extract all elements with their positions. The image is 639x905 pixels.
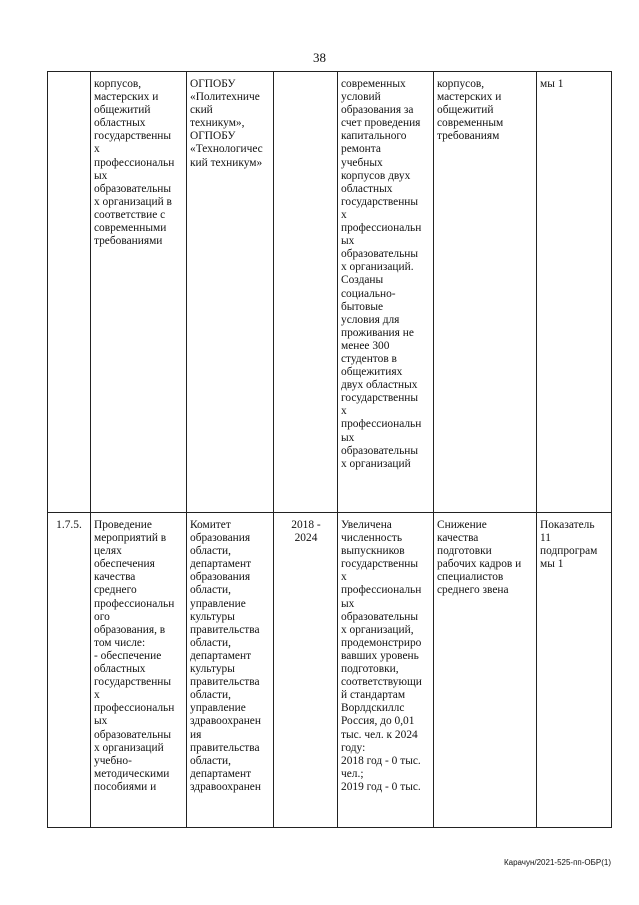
cell-text-line: Увеличена [341, 519, 392, 531]
cell-text-line: х [341, 571, 347, 584]
cell-text-line: х организаций [341, 457, 411, 470]
cell-text-line: соответствующи [341, 676, 422, 689]
cell-text-line: современных [341, 78, 406, 90]
cell-text-line: управление [190, 597, 246, 610]
cell-indicator [537, 72, 612, 513]
cell-text-line: общежитий [94, 104, 151, 117]
cell-text-line: ых [341, 235, 355, 248]
table-row [48, 513, 612, 828]
cell-text-line: областных [94, 117, 146, 130]
cell-text-line: условий [341, 91, 381, 104]
cell-text-line: специалистов [437, 571, 504, 584]
cell-text-line: мы 1 [540, 78, 564, 90]
cell-text-line: х [94, 143, 100, 156]
cell-text-line: правительства [190, 676, 260, 689]
cell-text-line: профессиональн [341, 418, 422, 431]
cell-text-line: Россия, до 0,01 [341, 715, 415, 728]
cell-text-line: техникум», [190, 117, 245, 130]
cell-item-number [48, 72, 91, 513]
cell-text-line: мероприятий в [94, 532, 167, 545]
cell-text-line: чел.; [341, 767, 364, 780]
cell-text-line: культуры [190, 663, 235, 676]
cell-text-line: профессиональн [341, 584, 422, 597]
cell-expected-result [338, 72, 434, 513]
cell-text-line: подготовки [437, 545, 492, 558]
cell-text-line: ия [190, 728, 202, 741]
cell-text-line: х организаций, [341, 623, 414, 636]
cell-text-line: образовательны [94, 728, 172, 741]
cell-text-line: департамент [190, 649, 252, 662]
cell-text-line: ОГПОБУ [190, 78, 236, 90]
cell-text-line: обеспечения [94, 558, 155, 571]
cell-text-line: продемонстриро [341, 636, 422, 649]
cell-text-line: методическими [94, 767, 170, 780]
cell-item-number [48, 513, 91, 828]
cell-text-line: профессиональн [94, 156, 175, 169]
cell-expected-result [338, 513, 434, 828]
cell-text-line: учебных [341, 156, 383, 169]
cell-text-line: кий техникум» [190, 156, 263, 169]
cell-text-line: ский [190, 104, 213, 117]
cell-measure-name [91, 513, 187, 828]
cell-period [274, 72, 338, 513]
cell-text-line: мы 1 [540, 558, 564, 571]
cell-text-line: Ворлдскиллс [341, 702, 405, 715]
cell-text-line: корпусов двух [341, 169, 411, 182]
cell-text-line: здравоохранен [190, 780, 261, 793]
cell-text-line: подготовки, [341, 663, 399, 676]
cell-text-line: требованиям [437, 130, 500, 143]
cell-text-line: ых [94, 715, 108, 728]
cell-text-line: Показатель [540, 519, 595, 531]
cell-text-line: х [341, 405, 347, 418]
cell-text-line: области, [190, 545, 231, 558]
cell-text-line: образовательны [341, 610, 419, 623]
cell-text-line: Снижение [437, 519, 487, 531]
cell-text-line: ых [94, 169, 108, 182]
cell-indicator [537, 513, 612, 828]
cell-text-line: ых [341, 597, 355, 610]
cell-text-line: мастерских и [94, 91, 159, 104]
cell-text-line: среднего [94, 584, 137, 597]
cell-text-line: области, [190, 689, 231, 702]
cell-text-line: государственны [341, 558, 419, 571]
cell-text-line: общежитиях [341, 366, 403, 379]
cell-text-line: профессиональн [341, 222, 422, 235]
cell-text-line: учебно- [94, 754, 132, 767]
cell-text-line: образования за [341, 104, 414, 117]
cell-text-line: капитального [341, 130, 407, 143]
cell-text-line: условия для [341, 313, 400, 326]
cell-text-line: рабочих кадров и [437, 558, 522, 571]
cell-text-line: управление [190, 702, 246, 715]
cell-text-line: департамент [190, 558, 252, 571]
cell-text-line: ОГПОБУ [190, 130, 236, 143]
cell-text-line: образовательны [341, 248, 419, 261]
cell-text-line: государственны [341, 392, 419, 405]
cell-text-line: департамент [190, 767, 252, 780]
cell-text-line: 11 [540, 532, 551, 545]
cell-text-line: требованиями [94, 235, 163, 248]
cell-text-line: области, [190, 584, 231, 597]
cell-text-line: качества [94, 571, 136, 584]
cell-text-line: бытовые [341, 300, 384, 313]
cell-measure-name [91, 72, 187, 513]
cell-text-line: государственны [94, 130, 172, 143]
document-code: Карачун/2021-525-пп-ОБР(1) [503, 858, 611, 867]
cell-text-line: областных [341, 182, 393, 195]
cell-text-line: пособиями и [94, 780, 157, 793]
cell-text-line: «Технологичес [190, 143, 263, 156]
cell-text-line: Созданы [341, 274, 384, 287]
cell-text-line: правительства [190, 623, 260, 636]
cell-text-line: тыс. чел. к 2024 [341, 728, 418, 741]
cell-text-line: областных [94, 663, 146, 676]
cell-text-line: й стандартам [341, 689, 406, 702]
cell-text-line: х [94, 689, 100, 702]
cell-text-line: соответствие с [94, 208, 166, 221]
cell-effect [434, 513, 537, 828]
cell-text-line: целях [94, 545, 122, 558]
cell-text-line: Комитет [190, 519, 231, 531]
cell-text-line: государственны [341, 195, 419, 208]
cell-text-line: году: [341, 741, 366, 754]
cell-text-line: профессиональн [94, 597, 175, 610]
cell-text-line: 1.7.5. [56, 519, 82, 531]
cell-period [274, 513, 338, 828]
table-row [48, 72, 612, 513]
cell-text-line: х организаций в [94, 195, 172, 208]
cell-text-line: культуры [190, 610, 235, 623]
cell-text-line: образовательны [341, 444, 419, 457]
cell-text-line: х [341, 208, 347, 221]
cell-text-line: образования [190, 532, 251, 545]
cell-text-line: численность [341, 532, 403, 545]
cell-text-line: счет проведения [341, 117, 421, 130]
cell-text-line: области, [190, 636, 231, 649]
measures-table [47, 71, 612, 828]
cell-text-line: мастерских и [437, 91, 502, 104]
cell-text-line: социально- [341, 287, 396, 300]
cell-text-line: образования, в [94, 623, 166, 636]
cell-text-line: ых [341, 431, 355, 444]
cell-text-line: области, [190, 754, 231, 767]
cell-text-line: 2018 год - 0 тыс. [341, 754, 421, 767]
cell-text-line: общежитий [437, 104, 494, 117]
cell-text-line: здравоохранен [190, 715, 261, 728]
cell-text-line: корпусов, [437, 78, 485, 90]
cell-text-line: профессиональн [94, 702, 175, 715]
cell-text-line: - обеспечение [94, 649, 162, 662]
cell-text-line: вавших уровень [341, 649, 419, 662]
cell-effect [434, 72, 537, 513]
cell-text-line: том числе: [94, 636, 146, 649]
cell-text-line: подпрограм [540, 545, 598, 558]
cell-text-line: качества [437, 532, 479, 545]
cell-text-line: современными [94, 222, 167, 235]
cell-text-line: современным [437, 117, 504, 130]
cell-text-line: 2018 - [291, 519, 321, 531]
cell-text-line: 2019 год - 0 тыс. [341, 780, 421, 793]
cell-text-line: двух областных [341, 379, 418, 392]
cell-text-line: государственны [94, 676, 172, 689]
cell-text-line: «Политехниче [190, 91, 260, 104]
cell-text-line: корпусов, [94, 78, 142, 90]
cell-text-line: среднего звена [437, 584, 509, 597]
cell-text-line: х организаций [94, 741, 164, 754]
cell-text-line: выпускников [341, 545, 405, 558]
cell-text-line: ремонта [341, 143, 381, 156]
page-number: 38 [313, 50, 326, 65]
cell-text-line: образовательны [94, 182, 172, 195]
cell-text-line: менее 300 [341, 339, 390, 352]
cell-text-line: ого [94, 610, 110, 623]
cell-text-line: х организаций. [341, 261, 414, 274]
cell-executors [187, 72, 274, 513]
cell-text-line: правительства [190, 741, 260, 754]
cell-text-line: 2024 [294, 532, 318, 545]
cell-text-line: образования [190, 571, 251, 584]
cell-text-line: Проведение [94, 519, 152, 531]
cell-text-line: студентов в [341, 352, 397, 365]
cell-executors [187, 513, 274, 828]
cell-text-line: проживания не [341, 326, 414, 339]
